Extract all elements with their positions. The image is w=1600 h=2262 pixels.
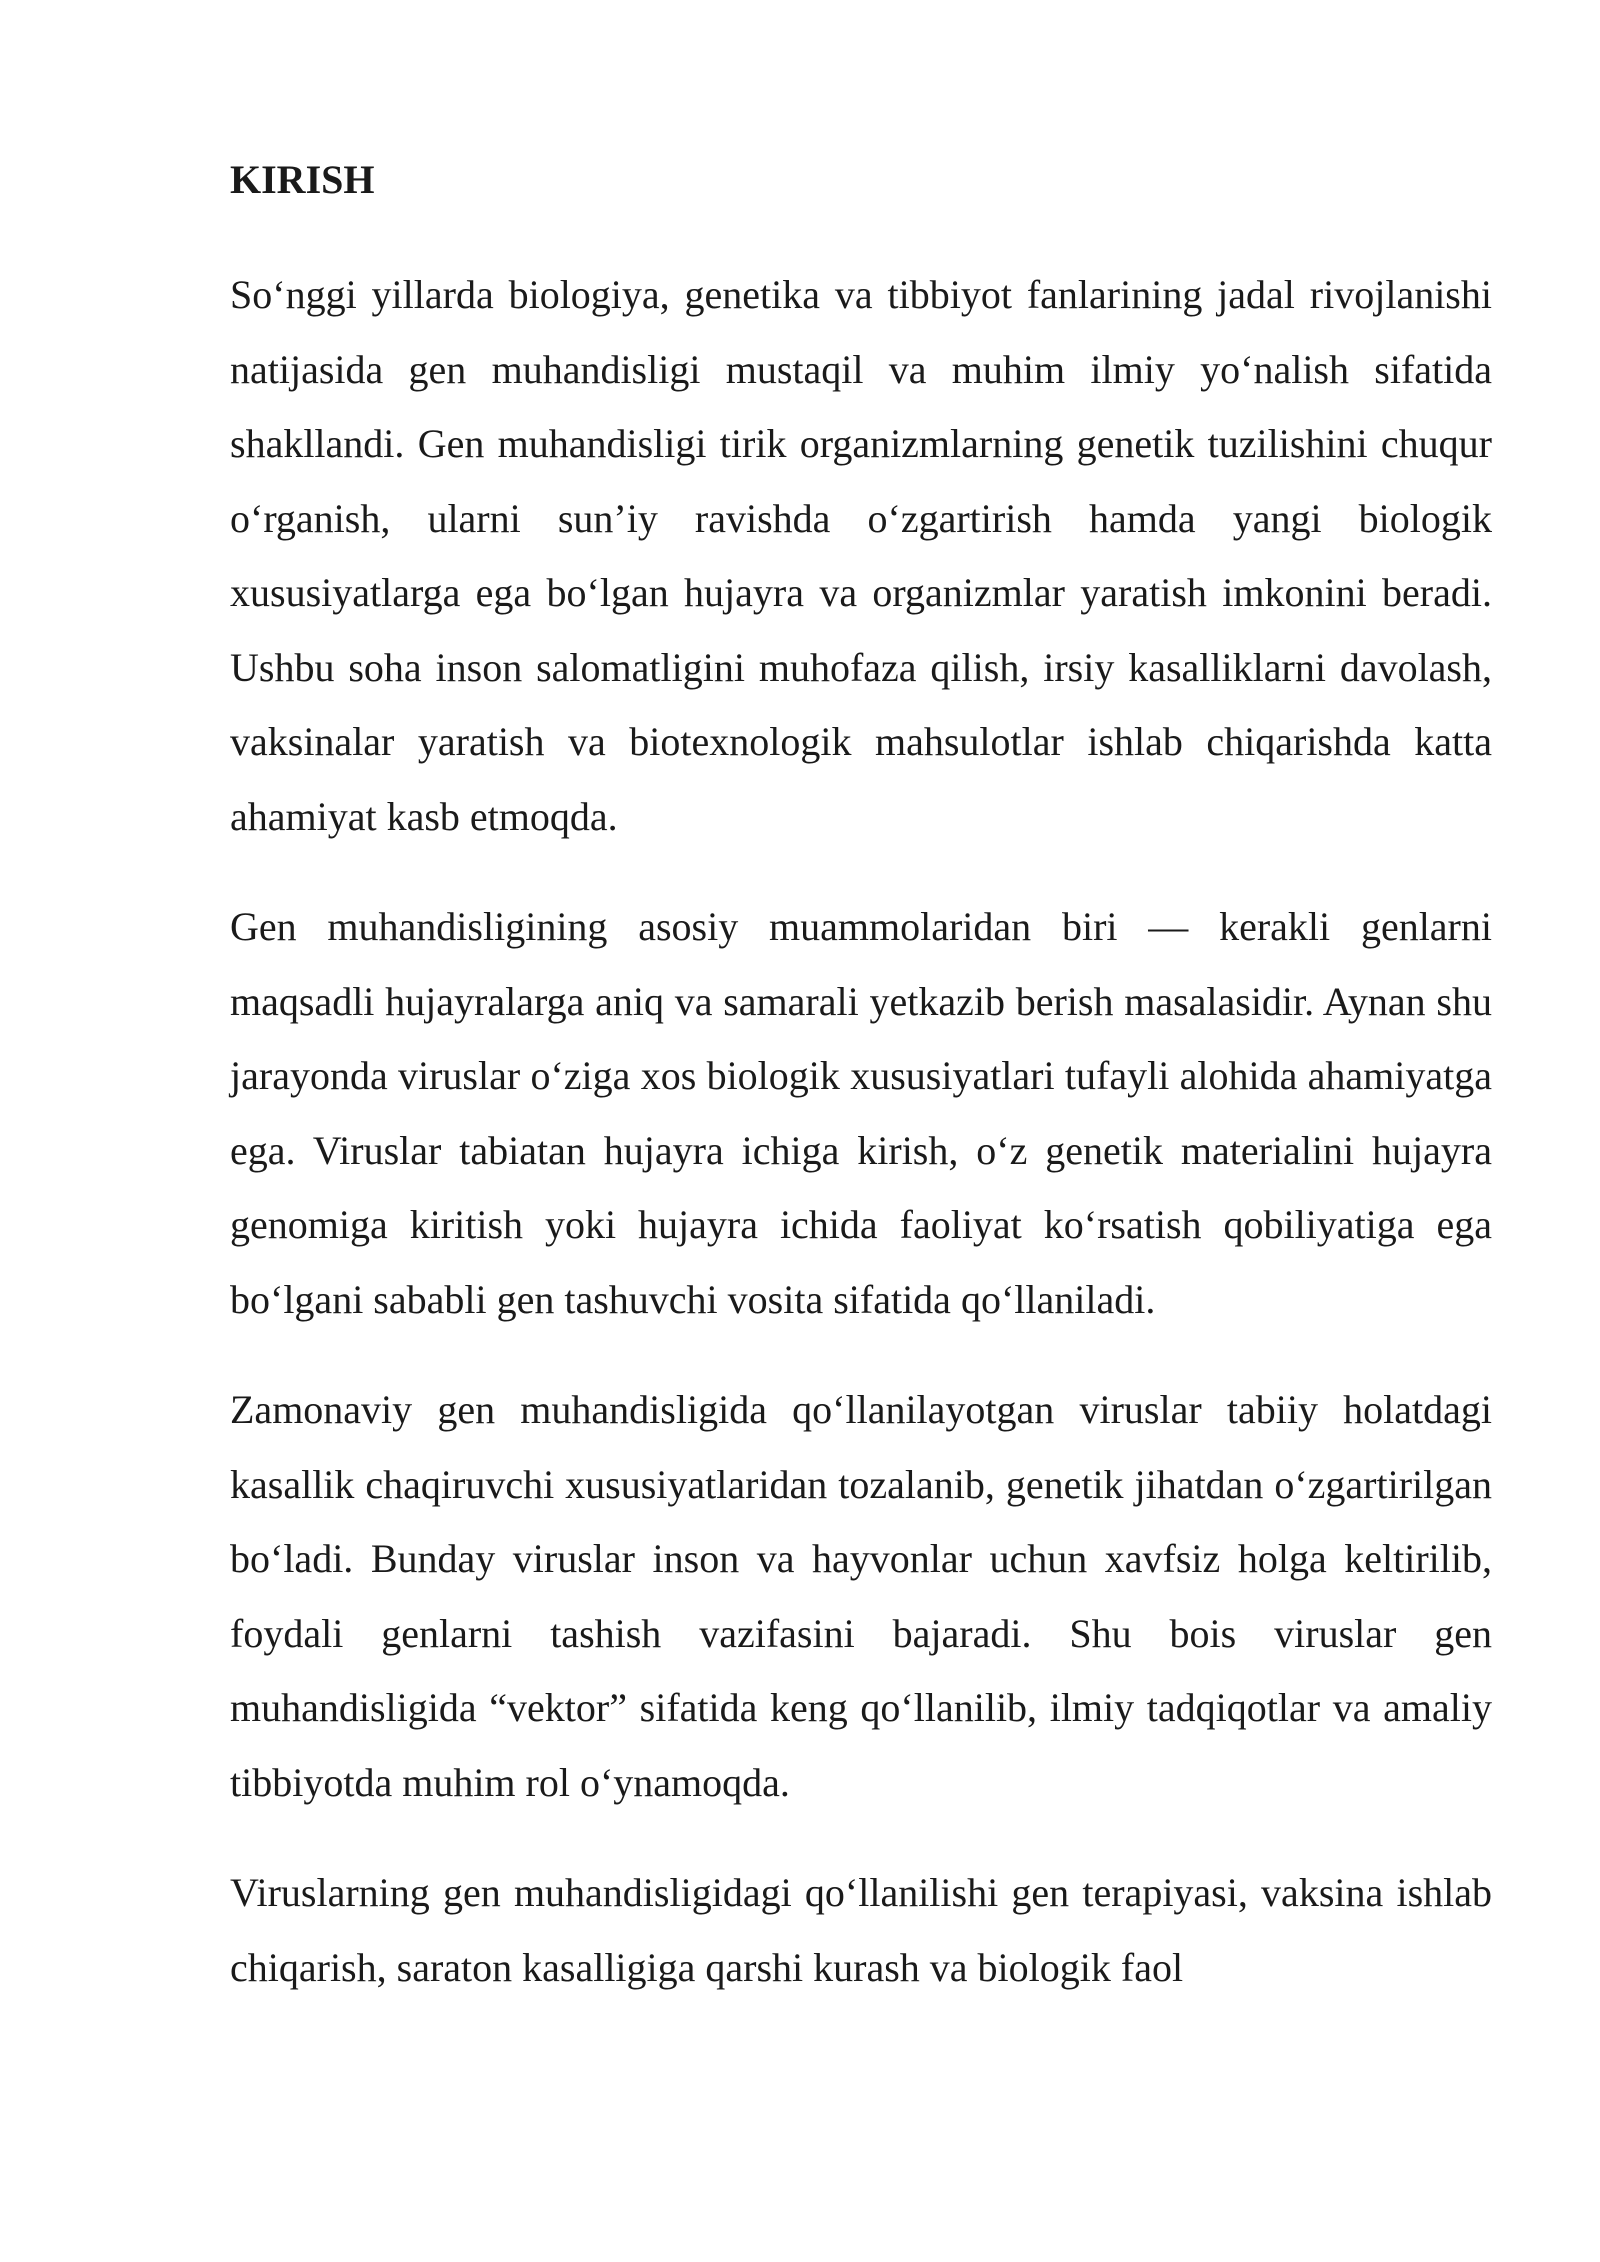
paragraph: So‘nggi yillarda biologiya, genetika va tibbiyot fanlarining jadal rivojlanishi natijasida gen muhandisligi mustaqil va muhim ilmiy yo‘nalish sifatida shakllandi. Gen muhandisligi tirik organizmlarning genetik tuzilishini chuqur o‘rganish, ularni sun’iy ravishda o‘zgartirish hamda yangi biologik xususiyatlarga ega bo‘lgan hujayra va organizmlar yaratish imkonini beradi. Ushbu soha inson salomatligini muhofaza qilish, irsiy kasalliklarni davolash, vaksinalar yaratish va biotexnologik mahsulotlar ishlab chiqarishda katta ahamiyat kasb etmoqda. [230,272,1492,839]
paragraph: Viruslarning gen muhandisligidagi qo‘llanilishi gen terapiyasi, vaksina ishlab chiqarish, saraton kasalligiga qarshi kurash va biologik faol [230,1870,1492,1990]
section-heading: KIRISH [230,157,375,202]
paragraph: Zamonaviy gen muhandisligida qo‘llanilayotgan viruslar tabiiy holatdagi kasallik chaqiruvchi xususiyatlaridan tozalanib, genetik jihatdan o‘zgartirilgan bo‘ladi. Bunday viruslar inson va hayvonlar uchun xavfsiz holga keltirilib, foydali genlarni tashish vazifasini bajaradi. Shu bois viruslar gen muhandisligida “vektor” sifatida keng qo‘llanilib, ilmiy tadqiqotlar va amaliy tibbiyotda muhim rol o‘ynamoqda. [230,1387,1492,1805]
document-body [230,150,1492,2041]
paragraph: Gen muhandisligining asosiy muammolaridan biri — kerakli genlarni maqsadli hujayralarga aniq va samarali yetkazib berish masalasidir. Aynan shu jarayonda viruslar o‘ziga xos biologik xususiyatlari tufayli alohida ahamiyatga ega. Viruslar tabiatan hujayra ichiga kirish, o‘z genetik materialini hujayra genomiga kiritish yoki hujayra ichida faoliyat ko‘rsatish qobiliyatiga ega bo‘lgani sababli gen tashuvchi vosita sifatida qo‘llaniladi. [230,904,1492,1322]
